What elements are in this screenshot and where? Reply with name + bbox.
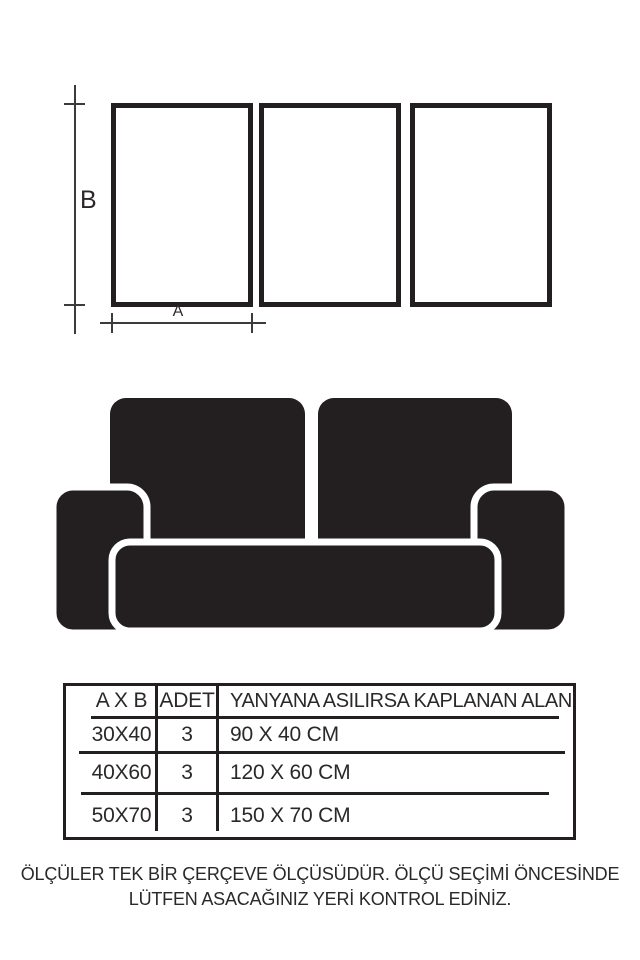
sofa-icon <box>40 390 580 645</box>
cell-covered-area: 150 X 70 CM <box>230 804 351 827</box>
table-row <box>66 754 573 792</box>
width-dimension-label: A <box>172 303 184 320</box>
poster-frame-3 <box>410 103 552 307</box>
frames-diagram <box>0 0 640 360</box>
table-header-size: A X B <box>95 689 148 712</box>
cell-size: 30X40 <box>91 723 152 746</box>
width-dimension-tick-right <box>251 313 253 333</box>
cell-quantity: 3 <box>181 804 193 827</box>
disclaimer-line-2: LÜTFEN ASACAĞINIZ YERİ KONTROL EDİNİZ. <box>128 889 512 909</box>
sofa-seat <box>112 542 498 631</box>
cell-quantity: 3 <box>181 761 193 784</box>
table-header-covered-area: YANYANA ASILIRSA KAPLANAN ALAN <box>230 689 572 712</box>
poster-frame-2 <box>259 103 401 307</box>
table-row <box>66 795 573 837</box>
cell-size: 40X60 <box>91 761 152 784</box>
poster-frame-1 <box>111 103 253 307</box>
table-header-quantity: ADET <box>159 689 215 712</box>
width-dimension-tick-left <box>111 313 113 333</box>
cell-size: 50X70 <box>91 804 152 827</box>
cell-quantity: 3 <box>181 723 193 746</box>
cell-covered-area: 90 X 40 CM <box>230 723 339 746</box>
disclaimer-note <box>0 862 640 912</box>
height-dimension-line <box>74 85 76 334</box>
size-table <box>63 683 576 840</box>
height-dimension-label: B <box>80 186 97 214</box>
cell-covered-area: 120 X 60 CM <box>230 761 351 784</box>
height-dimension-tick-bottom <box>64 304 85 306</box>
sofa-illustration <box>40 390 580 645</box>
table-row <box>66 719 573 751</box>
disclaimer-line-1: ÖLÇÜLER TEK BİR ÇERÇEVE ÖLÇÜSÜDÜR. ÖLÇÜ SEÇİMİ ÖNCESİNDE <box>20 864 620 884</box>
table-header-row <box>66 686 573 716</box>
width-dimension-line <box>100 322 266 324</box>
height-dimension-tick-top <box>64 103 85 105</box>
